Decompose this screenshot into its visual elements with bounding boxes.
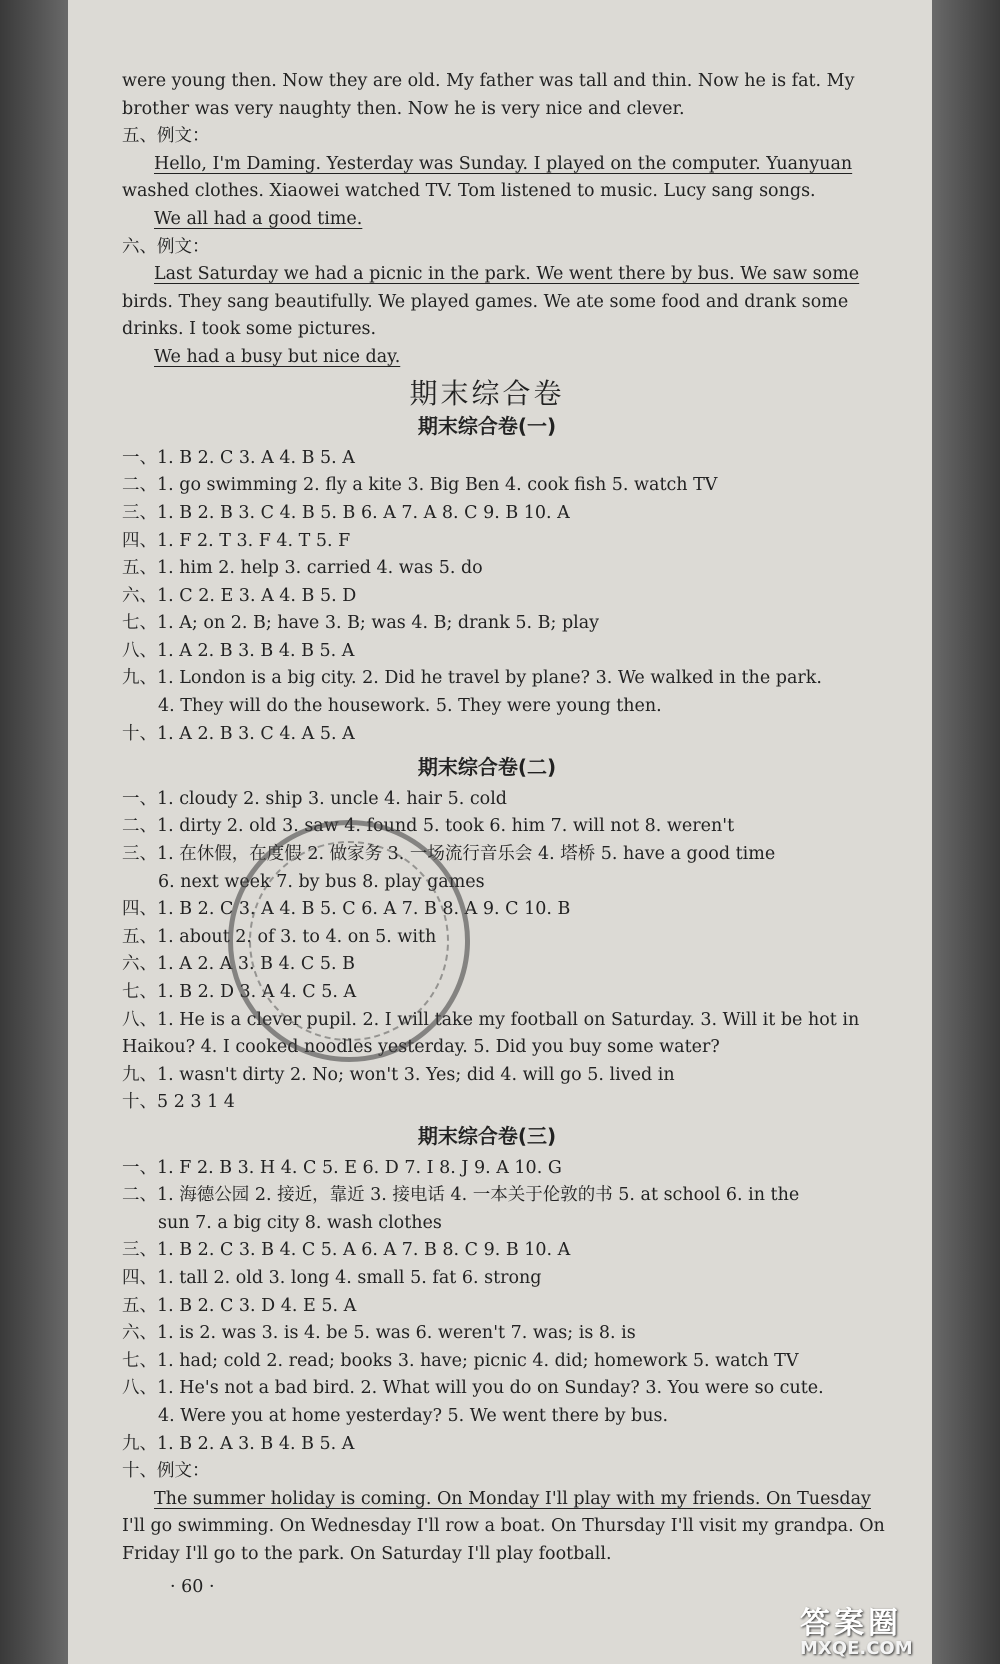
answer-line: 二、1. go swimming 2. fly a kite 3. Big Ben 4. cook fish 5. watch TV [122,475,718,496]
answer-line: 九、1. London is a big city. 2. Did he travel by plane? 3. We walked in the park. [122,668,822,689]
answer-line: sun 7. a big city 8. wash clothes [158,1212,442,1233]
answer-line: 五、1. him 2. help 3. carried 4. was 5. do [122,558,483,579]
test3-title: 期末综合卷(三) [417,1123,557,1148]
example-essay: The summer holiday is coming. On Monday I'll play with my friends. On Tuesday [154,1488,871,1509]
answer-line: 十、1. A 2. B 3. C 4. A 5. A [122,723,355,744]
answer-line: 三、1. B 2. B 3. C 4. B 5. B 6. A 7. A 8. C 9. B 10. A [122,502,570,523]
section-heading: 五、例文： [122,126,210,147]
answer-line: 五、1. about 2. of 3. to 4. on 5. with [122,926,437,947]
main-title: 期末综合卷 [409,376,565,410]
answer-line: 七、1. had; cold 2. read; books 3. have; picnic 4. did; homework 5. watch TV [122,1350,799,1371]
answer-line: 七、1. B 2. D 3. A 4. C 5. A [122,982,357,1002]
answer-line: 一、1. F 2. B 3. H 4. C 5. E 6. D 7. I 8. J 9. A 10. G [122,1157,562,1178]
example-essay: Hello, I'm Daming. Yesterday was Sunday. I played on the computer. Yuanyuan [154,153,853,174]
example-essay: drinks. I took some pictures. [122,319,377,340]
answer-line: 九、1. wasn't dirty 2. No; won't 3. Yes; did 4. will go 5. lived in [122,1064,675,1085]
answer-line: 四、1. B 2. C 3. A 4. B 5. C 6. A 7. B 8. A 9. C 10. B [122,899,571,920]
example-essay: birds. They sang beautifully. We played games. We ate some food and drank some [122,291,849,312]
watermark-logo-text: 答案圈 [800,1606,902,1641]
example-essay: washed clothes. Xiaowei watched TV. Tom listened to music. Lucy sang songs. [122,181,816,202]
example-essay: Friday I'll go to the park. On Saturday I'll play football. [122,1543,612,1564]
answer-line: 一、1. cloudy 2. ship 3. uncle 4. hair 5. cold [122,788,507,809]
answer-line: 一、1. B 2. C 3. A 4. B 5. A [122,447,355,468]
answer-line: 三、1. 在休假，在度假 2. 做家务 3. 一场流行音乐会 4. 塔桥 5. have a good time [122,844,776,865]
answer-line: 十、5 2 3 1 4 [122,1092,235,1113]
answer-line: Haikou? 4. I cooked noodles yesterday. 5. Did you buy some water? [122,1037,720,1058]
answer-line: 十、例文： [122,1461,210,1482]
page-number: · 60 · [170,1577,215,1598]
example-essay: Last Saturday we had a picnic in the park. We went there by bus. We saw some [154,264,860,285]
site-watermark [800,1598,990,1659]
text-line: were young then. Now they are old. My father was tall and thin. Now he is fat. My [122,71,855,91]
test1-title: 期末综合卷(一) [417,414,557,439]
answer-line: 四、1. tall 2. old 3. long 4. small 5. fat 6. strong [122,1267,542,1288]
answer-line: 六、1. is 2. was 3. is 4. be 5. was 6. weren't 7. was; is 8. is [122,1323,636,1344]
answer-line: 八、1. He is a clever pupil. 2. I will take my football on Saturday. 3. Will it be hot in [122,1009,860,1030]
answer-line: 七、1. A; on 2. B; have 3. B; was 4. B; drank 5. B; play [122,613,600,634]
section-heading: 六、例文： [122,236,210,257]
answer-line: 八、1. A 2. B 3. B 4. B 5. A [122,640,355,661]
answer-line: 八、1. He's not a bad bird. 2. What will you do on Sunday? 3. You were so cute. [122,1378,824,1399]
answer-line: 三、1. B 2. C 3. B 4. C 5. A 6. A 7. B 8. C 9. B 10. A [122,1240,571,1261]
watermark-url: MXQE.COM [800,1638,913,1659]
example-essay-summary: We had a busy but nice day. [154,346,401,367]
answer-line: 五、1. B 2. C 3. D 4. E 5. A [122,1295,357,1316]
answer-line: 二、1. dirty 2. old 3. saw 4. found 5. took 6. him 7. will not 8. weren't [122,816,735,837]
page-content [122,68,885,1602]
example-essay-summary: We all had a good time. [154,208,363,229]
answer-line: 六、1. C 2. E 3. A 4. B 5. D [122,585,357,606]
example-essay: I'll go swimming. On Wednesday I'll row a boat. On Thursday I'll visit my grandpa. On [122,1516,885,1537]
answer-line: 二、1. 海德公园 2. 接近，靠近 3. 接电话 4. 一本关于伦敦的书 5. at school 6. in the [122,1185,800,1206]
answer-line: 四、1. F 2. T 3. F 4. T 5. F [122,530,351,551]
answer-line: 4. Were you at home yesterday? 5. We went there by bus. [158,1405,669,1426]
answer-line: 6. next week 7. by bus 8. play games [158,871,485,892]
answer-line: 九、1. B 2. A 3. B 4. B 5. A [122,1433,355,1454]
answer-line: 4. They will do the housework. 5. They were young then. [158,696,662,717]
text-line: brother was very naughty then. Now he is very nice and clever. [122,98,685,119]
answer-line: 六、1. A 2. A 3. B 4. C 5. B [122,954,355,975]
test2-title: 期末综合卷(二) [417,755,557,780]
